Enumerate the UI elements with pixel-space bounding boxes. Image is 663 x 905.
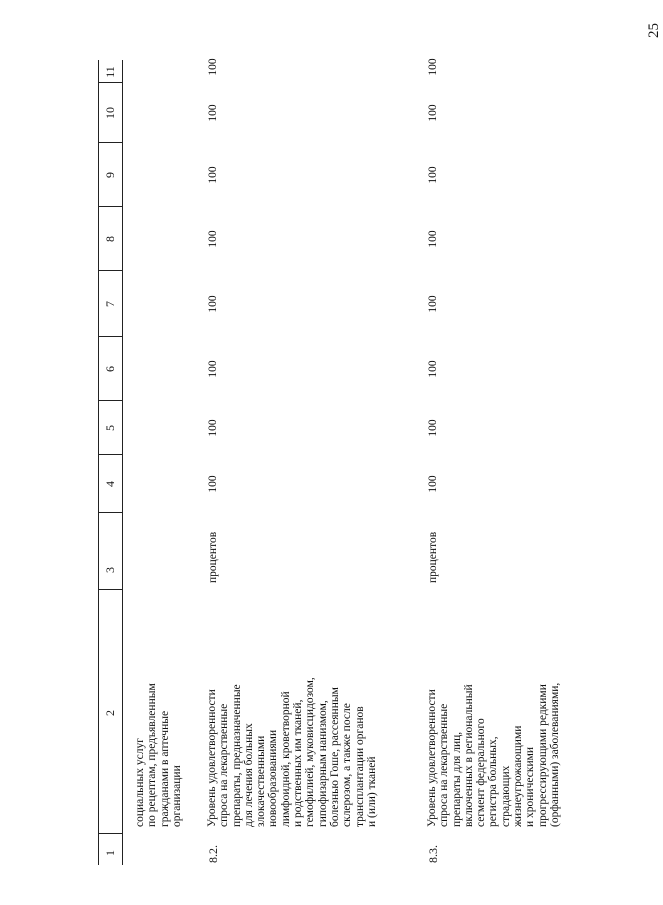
column-divider [98, 336, 122, 337]
text-line: гражданами в аптечные [158, 710, 171, 827]
value-cell: 100 [427, 295, 439, 313]
text-line: склерозом, а также после [341, 703, 354, 827]
text-line: включенных в региональный [462, 684, 475, 827]
page-number: 25 [646, 23, 662, 38]
value-cell: 100 [427, 104, 439, 122]
text-line: и хроническими [524, 746, 537, 827]
text-line: гемофилией, муковисцидозом, [304, 677, 317, 827]
column-divider [98, 454, 122, 455]
continuation-text [134, 595, 183, 827]
text-line: трансплантации органов [353, 706, 366, 827]
text-line: организации [170, 765, 183, 827]
column-header-number: 3 [103, 567, 117, 573]
value-cell: 100 [207, 475, 219, 493]
header-bottom-border [122, 60, 123, 865]
text-line: и (или) тканей [365, 756, 378, 827]
value-cell: 100 [427, 419, 439, 437]
value-cell: 100 [427, 166, 439, 184]
text-line: жизнеугрожающими [512, 725, 525, 827]
text-line: социальных услуг [134, 738, 146, 827]
text-line: сегмент федерального [475, 718, 488, 827]
column-header-number: 1 [103, 850, 117, 856]
text-line: по рецептам, предъявленным [146, 683, 159, 827]
column-divider [98, 206, 122, 207]
text-line: Уровень удовлетворенности [206, 689, 218, 827]
text-line: Уровень удовлетворенности [426, 689, 438, 827]
column-header-number: 5 [103, 425, 117, 431]
value-cell: 100 [207, 295, 219, 313]
value-cell: 100 [207, 166, 219, 184]
row-description [206, 595, 378, 827]
text-line: препараты для лиц, [450, 731, 463, 827]
column-header-number: 9 [103, 172, 117, 178]
value-cell: 100 [207, 58, 219, 76]
column-header-number: 2 [103, 710, 117, 716]
column-divider [98, 400, 122, 401]
text-line: спроса на лекарственные [438, 703, 451, 827]
value-cell: 100 [427, 230, 439, 248]
column-header-number: 7 [103, 301, 117, 307]
value-cell: 100 [427, 475, 439, 493]
text-line: прогрессирующими редкими [536, 684, 549, 827]
column-header-number: 10 [103, 107, 117, 119]
column-header-number: 8 [103, 236, 117, 242]
text-line: лимфоидной, кроветворной [279, 691, 292, 827]
value-cell: 100 [207, 104, 219, 122]
text-line: регистра больных, [487, 736, 500, 827]
value-cell: 100 [427, 360, 439, 378]
text-line: страдающих [499, 765, 512, 827]
text-line: спроса на лекарственные [218, 703, 231, 827]
value-cell: 100 [427, 58, 439, 76]
row-number: 8.3. [426, 845, 440, 863]
text-line: (орфанными) заболеваниями, [548, 682, 561, 827]
row-number: 8.2. [206, 845, 220, 863]
value-cell: 100 [207, 360, 219, 378]
column-divider [98, 270, 122, 271]
column-divider [98, 512, 122, 513]
text-line: и родственных им тканей, [292, 699, 305, 827]
unit-cell: процентов [427, 531, 439, 583]
text-line: препараты, предназначенные [230, 684, 243, 827]
text-line: злокачественными [255, 735, 268, 827]
column-header-number: 6 [103, 366, 117, 372]
text-line: болезнью Гоше, рассеянным [328, 687, 341, 827]
text-line: гипофизарным нанизмом, [316, 700, 329, 827]
value-cell: 100 [207, 419, 219, 437]
unit-cell: процентов [207, 531, 219, 583]
text-line: новообразованиями [267, 729, 280, 827]
column-header-number: 11 [103, 66, 117, 78]
column-divider [98, 142, 122, 143]
row-description [426, 595, 561, 827]
table-top-border [98, 60, 99, 865]
value-cell: 100 [207, 230, 219, 248]
column-header-number: 4 [103, 481, 117, 487]
text-line: для лечения больных [242, 723, 255, 827]
